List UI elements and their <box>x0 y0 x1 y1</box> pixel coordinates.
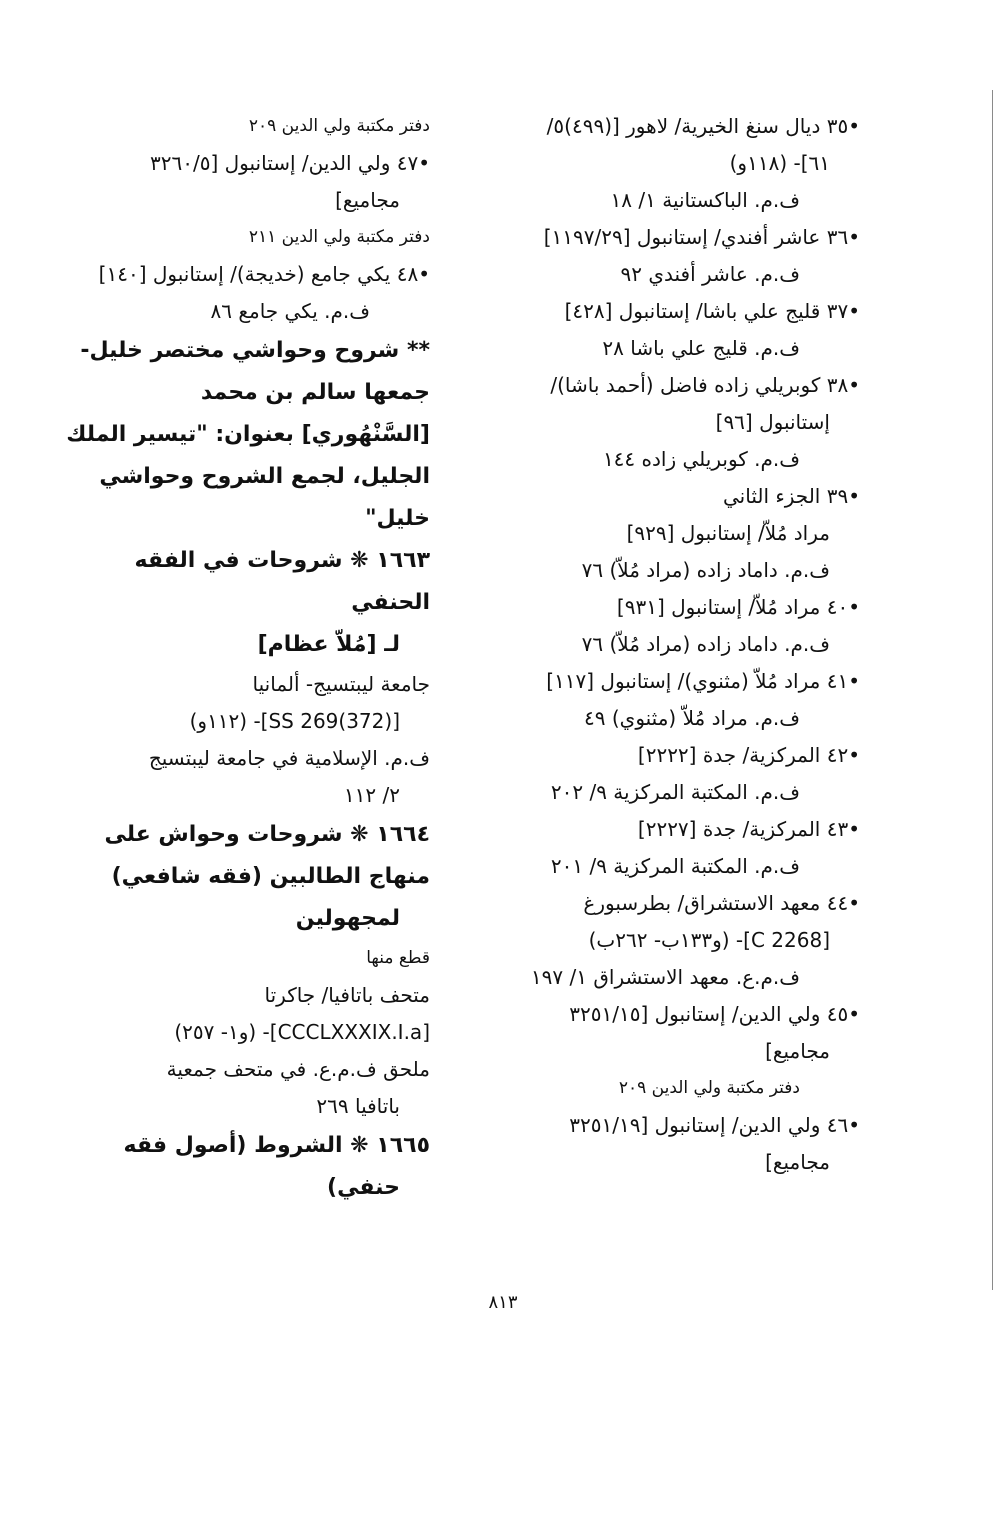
entry-42-catalog: ف.م. المكتبة المركزية ٩/ ٢٠٢ <box>550 780 800 804</box>
section-heading-line-1: ** شروح وحواشي مختصر خليل- <box>80 338 430 363</box>
entry-47-catalog: دفتر مكتبة ولي الدين ٢١١ <box>248 227 430 247</box>
section-heading-line-3: [السَّنْهُوري] بعنوان: "تيسير الملك <box>66 422 430 447</box>
entry-45-catalog: دفتر مكتبة ولي الدين ٢٠٩ <box>618 1078 800 1098</box>
scan-edge-line <box>992 90 993 1290</box>
entry-44-catalog: ف.م.ع. معهد الاستشراق ١/ ١٩٧ <box>530 965 800 989</box>
title-1664-author: لمجهولين <box>295 906 400 931</box>
entry-35-catalog: ف.م. الباكستانية ١/ ١٨ <box>610 188 800 212</box>
entry-39-location: مراد مُلاّ/ إستانبول [٩٢٩] <box>626 521 830 545</box>
entry-46-line-1: •٤٦ ولي الدين/ إستانبول [٣٢٥١/١٩ <box>569 1113 860 1137</box>
title-1663-author: لـ [مُلاّ عظام] <box>257 632 400 657</box>
entry-42: •٤٢ المركزية/ جدة [٢٢٢٢] <box>637 743 860 767</box>
entry-46-catalog: دفتر مكتبة ولي الدين ٢٠٩ <box>248 116 430 136</box>
entry-45-line-1: •٤٥ ولي الدين/ إستانبول [٣٢٥١/١٥ <box>569 1002 860 1026</box>
entry-40: •٤٠ مراد مُلاّ/ إستانبول [٩٣١] <box>616 595 860 619</box>
entry-1664-shelfmark: [CCCLXXXIX.I.a]- (و١- ٢٥٧) <box>174 1020 430 1044</box>
right-column <box>500 108 860 1181</box>
title-1664-line-2: منهاج الطالبين (فقه شافعي) <box>111 864 430 889</box>
entry-1663-location: جامعة ليبتسيج- ألمانيا <box>252 672 430 696</box>
left-column <box>66 108 430 1209</box>
entry-44-line-1: •٤٤ معهد الاستشراق/ بطرسبورغ <box>583 891 860 915</box>
entry-35-line-1: •٣٥ ديال سنغ الخيرية/ لاهور [(٤٩٩)٥/ <box>546 114 860 138</box>
entry-37: •٣٧ قليج علي باشا/ إستانبول [٤٢٨] <box>564 299 860 323</box>
entry-43-catalog: ف.م. المكتبة المركزية ٩/ ٢٠١ <box>550 854 800 878</box>
entry-46-line-2: مجاميع] <box>765 1150 830 1174</box>
entry-1663-shelfmark: [SS 269(372)]- (١١٢و) <box>189 709 400 733</box>
title-1664-line-1: ١٦٦٤ ❋ شروحات وحواش على <box>104 822 430 847</box>
entry-1663-catalog-line-1: ف.م. الإسلامية في جامعة ليبتسيج <box>148 746 430 770</box>
title-1663-line-1: ١٦٦٣ ❋ شروحات في الفقه <box>134 548 430 573</box>
title-1663-line-2: الحنفي <box>351 590 430 615</box>
entry-48: •٤٨ يكي جامع (خديجة)/ إستانبول [١٤٠] <box>98 262 430 286</box>
entry-40-catalog: ف.م. داماد زاده (مراد مُلاّ) ٧٦ <box>581 632 830 656</box>
entry-35-line-2: ٦١]- (١١٨و) <box>729 151 830 175</box>
title-1665-line-1: ١٦٦٥ ❋ الشروط (أصول فقه <box>123 1133 430 1158</box>
entry-47-line-1: •٤٧ ولي الدين/ إستانبول [٣٢٦٠/٥ <box>150 151 430 175</box>
entry-41-catalog: ف.م. مراد مُلاّ (مثنوي) ٤٩ <box>584 706 800 730</box>
entry-41: •٤١ مراد مُلاّ (مثنوي)/ إستانبول [١١٧] <box>546 669 860 693</box>
entry-48-catalog: ف.م. يكي جامع ٨٦ <box>210 299 370 323</box>
entry-1664-location: متحف باتافيا/ جاكرتا <box>264 983 430 1007</box>
section-heading-line-2: جمعها سالم بن محمد <box>200 380 430 405</box>
entry-45-line-2: مجاميع] <box>765 1039 830 1063</box>
entry-1664-note: قطع منها <box>366 948 430 968</box>
entry-1663-catalog-line-2: ٢/ ١١٢ <box>343 783 400 807</box>
entry-1664-catalog-line-2: باتافيا ٢٦٩ <box>316 1094 400 1118</box>
section-heading-line-5: خليل" <box>365 506 430 531</box>
entry-38-catalog: ف.م. كوبريلي زاده ١٤٤ <box>602 447 800 471</box>
entry-37-catalog: ف.م. قليج علي باشا ٢٨ <box>602 336 800 360</box>
entry-39: •٣٩ الجزء الثاني <box>722 484 860 508</box>
title-1665-line-2: حنفي) <box>327 1175 400 1200</box>
entry-43: •٤٣ المركزية/ جدة [٢٢٢٧] <box>637 817 860 841</box>
entry-47-line-2: مجاميع] <box>335 188 400 212</box>
entry-38-line-2: إستانبول [٩٦] <box>715 410 830 434</box>
entry-36: •٣٦ عاشر أفندي/ إستانبول [١١٩٧/٢٩] <box>543 225 860 249</box>
entry-36-catalog: ف.م. عاشر أفندي ٩٢ <box>620 262 800 286</box>
entry-39-catalog: ف.م. داماد زاده (مراد مُلاّ) ٧٦ <box>581 558 830 582</box>
entry-1664-catalog-line-1: ملحق ف.م.ع. في متحف جمعية <box>166 1057 430 1081</box>
section-heading-line-4: الجليل، لجمع الشروح وحواشي <box>99 464 430 489</box>
entry-44-line-2: [C 2268]- (و١٣٣ب- ٢٦٢ب) <box>588 928 830 952</box>
entry-38-line-1: •٣٨ كوبريلي زاده فاضل (أحمد باشا)/ <box>550 373 860 397</box>
page-number: ٨١٣ <box>488 1292 518 1313</box>
